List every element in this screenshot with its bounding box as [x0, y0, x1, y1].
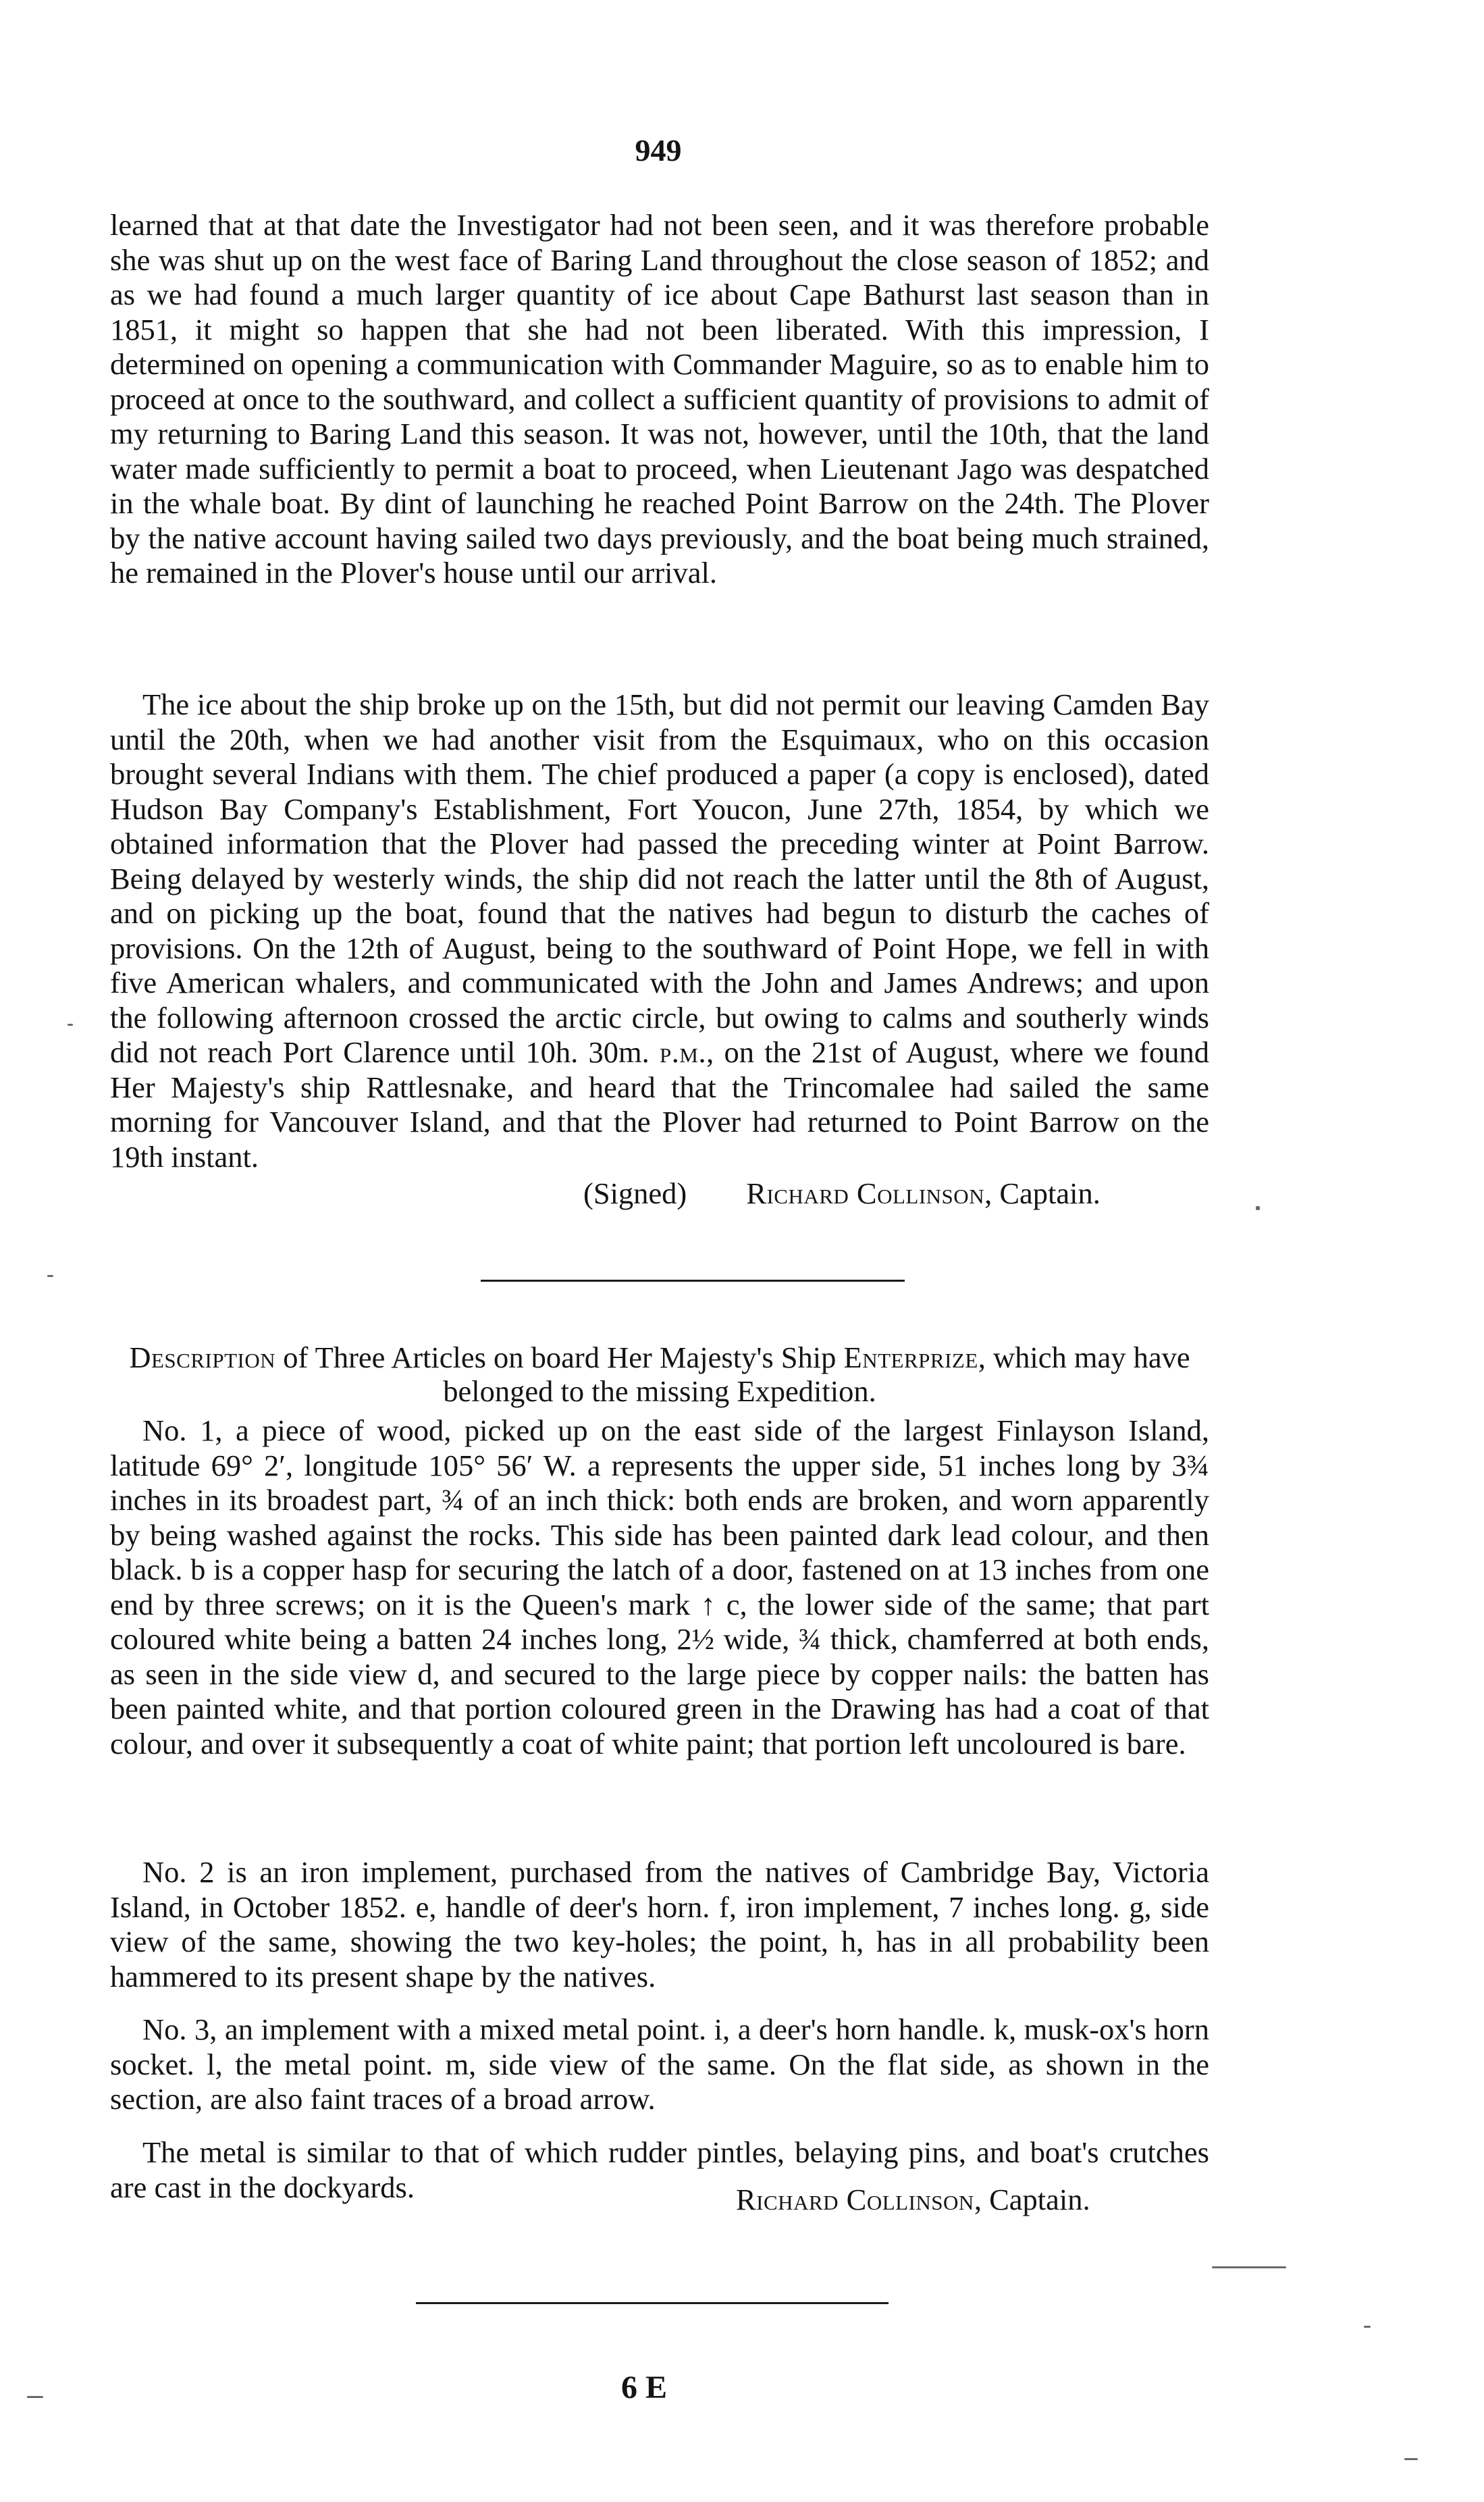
letter-paragraph-2 [110, 687, 1209, 1174]
letter-paragraph-2-end: , on the 21st of August, where we found Her Majesty's ship Rattlesnake, and heard that the Trincomalee had sailed the same morning for Vancouver Island, and that the Plover had returned to Point Barrow on the 19th instant. [110, 1035, 1209, 1174]
letter-signature [583, 1176, 1101, 1211]
signed-label: (Signed) [583, 1176, 687, 1210]
scan-speck [1364, 2326, 1371, 2328]
signer-title: , Captain. [984, 1176, 1101, 1210]
closing-paragraph: The metal is similar to that of which rudder pintles, belaying pins, and boat's crutches are cast in the dockyards. [110, 2135, 1209, 2204]
letter-paragraph-1-block [110, 208, 1209, 591]
description-signature [736, 2183, 1090, 2217]
description-signer-title: , Captain. [974, 2183, 1090, 2216]
article-3-block [110, 2012, 1209, 2117]
letter-paragraph-2-pm: p.m. [660, 1035, 707, 1069]
section-divider [481, 1280, 905, 1282]
description-heading [110, 1340, 1209, 1408]
scan-speck [1404, 2458, 1418, 2460]
scan-speck [1212, 2266, 1286, 2268]
heading-ship: Enterprize [843, 1340, 978, 1374]
scan-speck [27, 2396, 43, 2398]
heading-line-2: , which may have belonged to the missing Expedition. [443, 1340, 1190, 1408]
article-1-paragraph: No. 1, a piece of wood, picked up on the east side of the largest Finlayson Island, latitude 69° 2′, longitude 105° 56′ W. a represents the upper side, 51 inches long by 3¾ inches in its broadest part, ¾ of an inch thick: both ends are broken, and worn apparently by being washed against the rocks. This side has been painted dark lead colour, and then black. b is a copper hasp for securing the latch of a door, fastened on at 13 inches from one end by three screws; on it is the Queen's mark ↑ c, the lower side of the same; that part coloured white being a batten 24 inches long, 2½ wide, ¾ thick, chamferred at both ends, as seen in the side view d, and secured to the large piece by copper nails: the batten has been painted white, and that portion coloured green in the Drawing has had a coat of that colour, and over it subsequently a coat of white paint; that portion left uncoloured is bare. [110, 1413, 1209, 1761]
scan-speck [68, 1024, 73, 1026]
article-1-block [110, 1413, 1209, 1761]
article-3-paragraph: No. 3, an implement with a mixed metal point. i, a deer's horn handle. k, musk-ox's horn socket. l, the metal point. m, side view of the same. On the flat side, as shown in the section, are also faint traces of a broad arrow. [110, 2012, 1209, 2116]
heading-lead: Description [129, 1340, 276, 1374]
scan-speck [47, 1275, 53, 1277]
letter-paragraph-2-block [110, 687, 1209, 1174]
article-2-paragraph: No. 2 is an iron implement, purchased from the natives of Cambridge Bay, Victoria Island, in October 1852. e, handle of deer's horn. f, iron implement, 7 inches long. g, side view of the same, showing the two key-holes; the point, h, has in all probability been hammered to its present shape by the natives. [110, 1855, 1209, 1993]
heading-mid: of Three Articles on board Her Majesty's Ship [275, 1340, 844, 1374]
letter-paragraph-2-text: The ice about the ship broke up on the 15th, but did not permit our leaving Camden Bay until the 20th, when we had another visit from the Esquimaux, who on this occasion brought several Indians with them. The chief produced a paper (a copy is enclosed), dated Hudson Bay Company's Establishment, Fort Youcon, June 27th, 1854, by which we obtained information that the Plover had passed the preceding winter at Point Barrow. Being delayed by westerly winds, the ship did not reach the latter until the 8th of August, and on picking up the boat, found that the natives had begun to disturb the caches of provisions. On the 12th of August, being to the southward of Point Hope, we fell in with five American whalers, and communicated with the John and James Andrews; and upon the following afternoon crossed the arctic circle, but owing to calms and southerly winds did not reach Port Clarence until 10h. 30m. [110, 687, 1209, 1069]
signature-mark: 6 E [621, 2370, 668, 2405]
description-signer-name: Richard Collinson [736, 2183, 974, 2216]
signer-name: Richard Collinson [746, 1176, 985, 1210]
scan-speck [1256, 1206, 1260, 1210]
article-2-block [110, 1855, 1209, 1994]
bottom-divider [416, 2302, 889, 2304]
page-number: 949 [635, 133, 682, 167]
letter-paragraph-1: learned that at that date the Investigator had not been seen, and it was therefore probable she was shut up on the west face of Baring Land throughout the close season of 1852; and as we had found a much larger quantity of ice about Cape Bathurst last season than in 1851, it might so happen that she had not been liberated. With this impression, I determined on opening a communication with Commander Maguire, so as to enable him to proceed at once to the southward, and collect a sufficient quantity of provisions to admit of my returning to Baring Land this season. It was not, however, until the 10th, that the land water made sufficiently to permit a boat to proceed, when Lieutenant Jago was despatched in the whale boat. By dint of launching he reached Point Barrow on the 24th. The Plover by the native account having sailed two days previously, and the boat being much strained, he remained in the Plover's house until our arrival. [110, 208, 1209, 590]
